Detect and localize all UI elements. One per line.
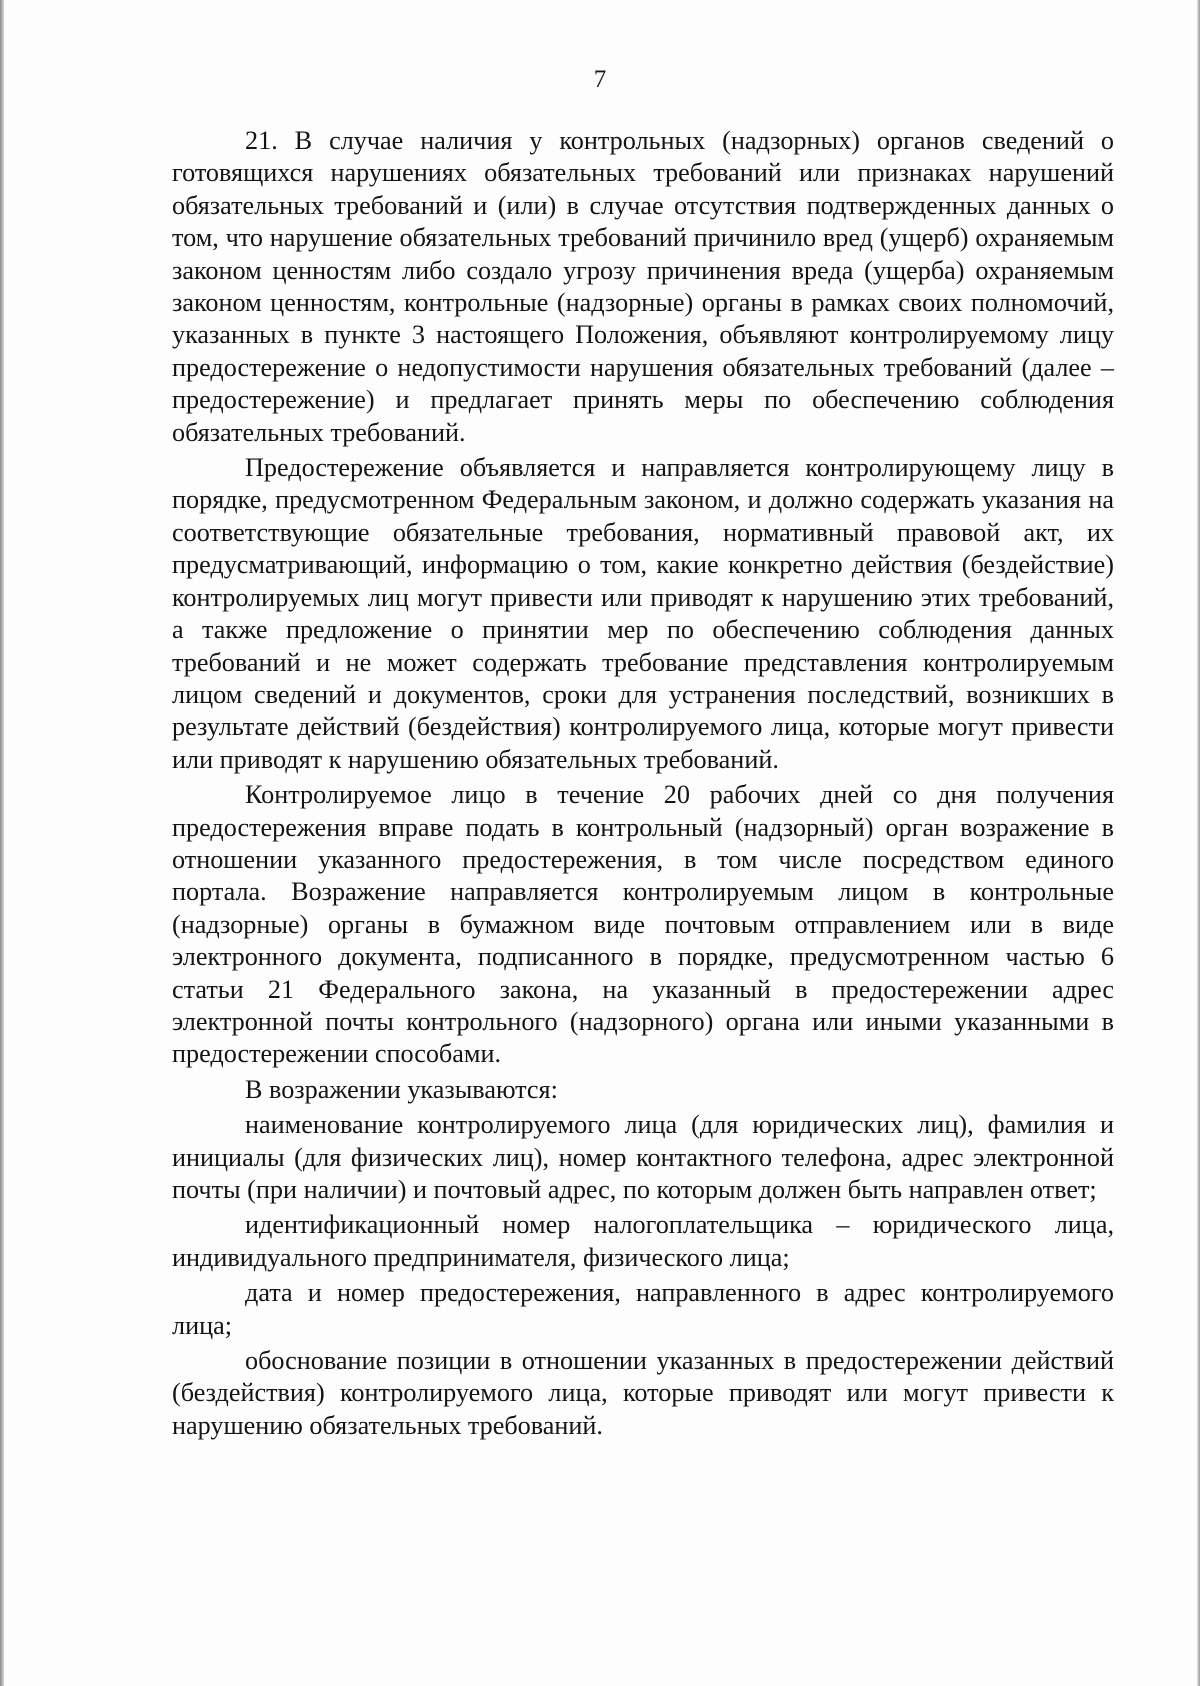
page-number: 7: [593, 66, 607, 93]
list-item-justification: обоснование позиции в отношении указанных в предостережении действий (бездействия) контролируемого лица, которые приводят или могут привести к нарушению обязательных требований.: [172, 1346, 1114, 1440]
paragraph-objection-right: Контролируемое лицо в течение 20 рабочих дней со дня получения предостережения вправе подать в контрольный (надзорный) орган возражение в отношении указанного предостережения, в том числе посредством единого портала. Возражение направляется контролируемым лицом в контрольные (надзорные) органы в бумажном виде почтовым отправлением или в виде электронного документа, подписанного в порядке, предусмотренном частью 6 статьи 21 Федерального закона, на указанный в предостережении адрес электронной почты контрольного (надзорного) органа или иными указанными в предостережении способами.: [172, 780, 1114, 1069]
paragraph-warning-content: Предостережение объявляется и направляется контролирующему лицу в порядке, предусмотренном Федеральным законом, и должно содержать указания на соответствующие обязательные требования, нормативный правовой акт, их предусматривающий, информацию о том, какие конкретно действия (бездействие) контролируемых лиц могут привести или приводят к нарушению этих требований, а также предложение о принятии мер по обеспечению соблюдения данных требований и не может содержать требование представления контролируемым лицом сведений и документов, сроки для устранения последствий, возникших в результате действий (бездействия) контролируемого лица, которые могут привести или приводят к нарушению обязательных требований.: [172, 453, 1114, 774]
list-item-date-number: дата и номер предостережения, направленного в адрес контролируемого лица;: [172, 1278, 1114, 1340]
paragraph-objection-contents-intro: В возражении указываются:: [245, 1074, 558, 1104]
list-item-inn: идентификационный номер налогоплательщика – юридического лица, индивидуального предпринимателя, физического лица;: [172, 1210, 1114, 1272]
document-body: [172, 125, 1114, 1445]
scan-edge-left: [0, 0, 4, 1686]
paragraph-21: 21. В случае наличия у контрольных (надзорных) органов сведений о готовящихся нарушениях обязательных требований или признаках нарушений обязательных требований и (или) в случае отсутствия подтвержденных данных о том, что нарушение обязательных требований причинило вред (ущерб) охраняемым законом ценностям либо создало угрозу причинения вреда (ущерба) охраняемым законом ценностям, контрольные (надзорные) органы в рамках своих полномочий, указанных в пункте 3 настоящего Положения, объявляют контролируемому лицу предостережение о недопустимости нарушения обязательных требований (далее – предостережение) и предлагает принять меры по обеспечению соблюдения обязательных требований.: [172, 126, 1114, 447]
list-item-name: наименование контролируемого лица (для юридических лиц), фамилия и инициалы (для физических лиц), номер контактного телефона, адрес электронной почты (при наличии) и почтовый адрес, по которым должен быть направлен ответ;: [172, 1110, 1114, 1204]
